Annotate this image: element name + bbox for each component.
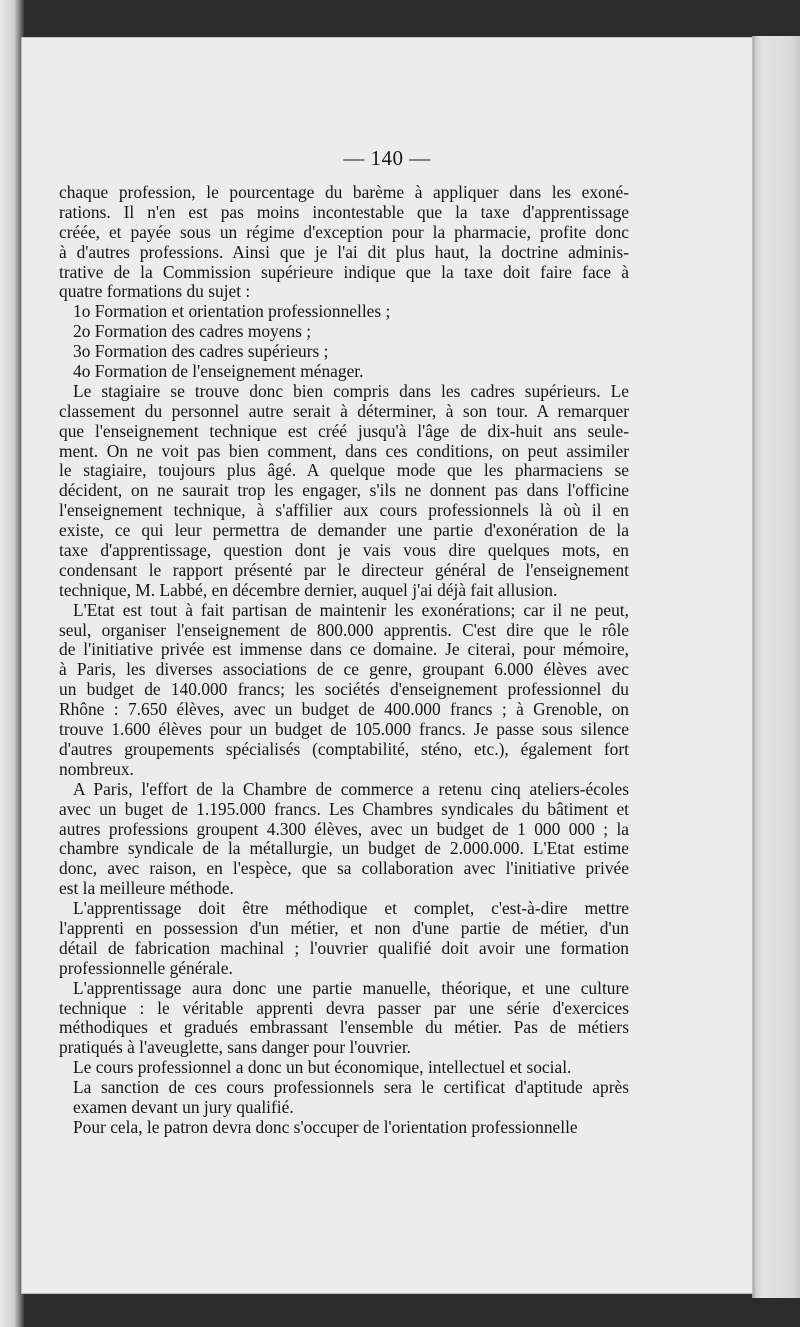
text-line: classement du personnel autre serait à déterminer, à son tour. A remarquer — [59, 400, 629, 421]
text-line: le stagiaire, toujours plus âgé. A quelque mode que les pharmaciens se — [59, 460, 629, 481]
text-line: ment. On ne voit pas bien comment, dans ces conditions, on peut assimiler — [59, 440, 629, 461]
text-line: à Paris, les diverses associations de ce genre, groupant 6.000 élèves avec — [59, 659, 629, 680]
text-line: méthodiques et gradués embrassant l'ensemble du métier. Pas de métiers — [59, 1017, 629, 1038]
text-line: donc, avec raison, en l'espèce, que sa collaboration avec l'initiative privée — [59, 858, 629, 879]
text-line: d'autres groupements spécialisés (comptabilité, sténo, etc.), également fort — [59, 738, 629, 759]
text-line: professionnelle générale. — [59, 957, 233, 978]
text-line: trative de la Commission supérieure indique que la taxe doit faire face à — [59, 261, 629, 282]
text-line: La sanction de ces cours professionnels sera le certificat d'aptitude après — [73, 1077, 629, 1098]
text-line: autres professions groupent 4.300 élèves, avec un budget de 1 000 000 ; la — [59, 818, 629, 839]
text-line: L'apprentissage aura donc une partie manuelle, théorique, et une culture — [73, 977, 629, 998]
text-line: 1o Formation et orientation professionnelles ; — [73, 301, 391, 322]
book-page — [22, 38, 752, 1293]
text-line: trouve 1.600 élèves pour un budget de 105.000 francs. Je passe sous silence — [59, 719, 629, 740]
text-line: Le stagiaire se trouve donc bien compris dans les cadres supérieurs. Le — [73, 380, 629, 401]
text-line: technique, M. Labbé, en décembre dernier, auquel j'ai déjà fait allusion. — [59, 579, 558, 600]
text-line: de l'initiative privée est immense dans ce domaine. Je citerai, pour mémoire, — [59, 639, 629, 660]
text-line: existe, ce qui leur permettra de demander une partie d'exonération de la — [59, 520, 629, 541]
text-line: A Paris, l'effort de la Chambre de commerce a retenu cinq ateliers-écoles — [73, 778, 629, 799]
text-line: Pour cela, le patron devra donc s'occuper de l'orientation professionnelle — [73, 1116, 578, 1137]
text-line: rations. Il n'en est pas moins incontestable que la taxe d'apprentissage — [59, 201, 629, 222]
text-line: quatre formations du sujet : — [59, 281, 251, 302]
text-line: examen devant un jury qualifié. — [73, 1096, 294, 1117]
page-stack-edge — [752, 36, 800, 1298]
book-spine-edge — [0, 0, 24, 1327]
page-number: — 140 — — [343, 146, 431, 170]
text-line: que l'enseignement technique est créé jusqu'à l'âge de dix-huit ans seule- — [59, 420, 629, 441]
text-line: à d'autres professions. Ainsi que je l'ai dit plus haut, la doctrine adminis- — [59, 241, 629, 262]
text-line: décident, on ne saurait trop les engager, s'ils ne donnent pas dans l'officine — [59, 480, 629, 501]
text-line: Le cours professionnel a donc un but économique, intellectuel et social. — [73, 1057, 572, 1078]
text-line: L'Etat est tout à fait partisan de maintenir les exonérations; car il ne peut, — [73, 599, 629, 620]
text-line: taxe d'apprentissage, question dont je vais vous dire quelques mots, en — [59, 540, 629, 561]
text-line: nombreux. — [59, 758, 134, 779]
text-line: seul, organiser l'enseignement de 800.000 apprentis. C'est dire que le rôle — [59, 619, 629, 640]
text-line: pratiqués à l'aveuglette, sans danger pour l'ouvrier. — [59, 1037, 412, 1058]
text-line: est la meilleure méthode. — [59, 878, 234, 899]
text-line: L'apprentissage doit être méthodique et complet, c'est-à-dire mettre — [73, 898, 629, 919]
text-line: 3o Formation des cadres supérieurs ; — [73, 341, 329, 362]
text-line: créée, et payée sous un régime d'exception pour la pharmacie, profite donc — [59, 221, 629, 242]
text-line: chambre syndicale de la métallurgie, un budget de 2.000.000. L'Etat estime — [59, 838, 629, 859]
text-line: 2o Formation des cadres moyens ; — [73, 321, 312, 342]
text-line: 4o Formation de l'enseignement ménager. — [73, 361, 364, 382]
text-line: l'apprenti en possession d'un métier, et non d'une partie de métier, d'un — [59, 917, 629, 938]
page-body-text — [59, 183, 629, 1138]
text-line: un budget de 140.000 francs; les sociétés d'enseignement professionnel du — [59, 679, 629, 700]
text-line: technique : le véritable apprenti devra passer par une série d'exercices — [59, 997, 629, 1018]
text-line: détail de fabrication machinal ; l'ouvrier qualifié doit avoir une formation — [59, 937, 629, 958]
text-line: chaque profession, le pourcentage du barème à appliquer dans les exoné- — [59, 182, 629, 202]
text-line: condensant le rapport présenté par le directeur général de l'enseignement — [59, 559, 629, 580]
text-line: avec un buget de 1.195.000 francs. Les Chambres syndicales du bâtiment et — [59, 798, 629, 819]
text-line: Rhône : 7.650 élèves, avec un budget de 400.000 francs ; à Grenoble, on — [59, 699, 629, 720]
text-line: l'enseignement technique, à s'affilier aux cours professionnels là où il en — [59, 500, 629, 521]
